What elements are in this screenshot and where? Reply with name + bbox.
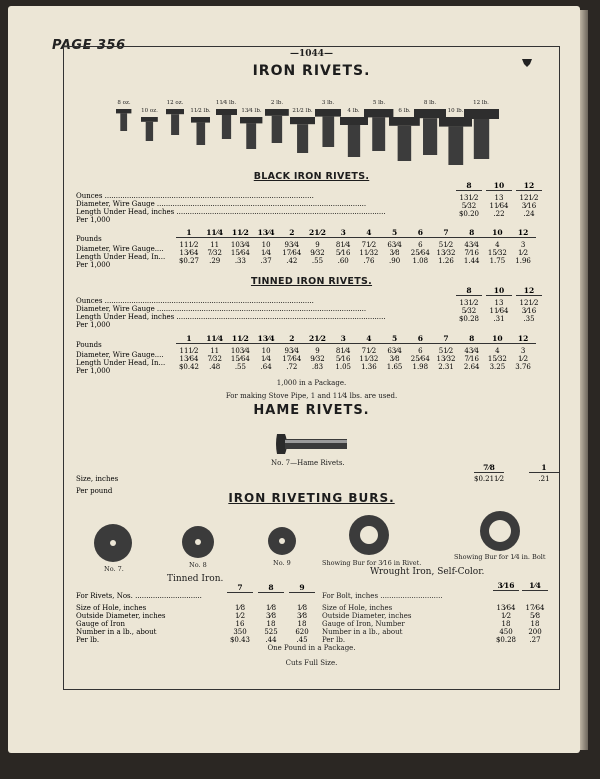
rivet-size-label: 12 lb. [473,100,489,106]
black-lb-size: 3 [330,229,356,238]
black-lb-diameter: 111⁄2 [179,241,199,249]
tinned-oz-length: 11⁄64 [489,307,509,315]
black-lb-price: 1.08 [412,257,429,265]
tinned-lb-length: 7⁄32 [207,355,222,363]
black-lb-length: 7⁄32 [207,249,222,257]
wrought-bur-gauge: 18 [501,620,511,628]
wrought-bur-bolt: 1⁄4 [522,582,548,591]
bur-caption-rivet: Showing Bur for 3⁄16 in Rivet. [322,559,422,567]
tinned-lb-length: 17⁄64 [282,355,302,363]
black-lb-length: 7⁄16 [464,249,479,257]
tinned-bur-gauge: 18 [266,620,276,628]
tinned-lb-size: 21⁄2 [305,335,331,344]
footer-note-package: One Pound in a Package. [267,644,356,652]
tinned-bur-outside: 3⁄8 [296,612,308,620]
black-lb-diameter: 10 [261,241,271,249]
tinned-lb-price: 1.36 [361,363,377,371]
black-lb-size: 10 [484,229,510,238]
tinned-lb-diameter: 9 [315,347,320,355]
content-frame [63,46,560,690]
black-lb-diameter: 71⁄2 [361,241,377,249]
hame-price: .21 [538,475,550,483]
black-lb-length: 25⁄64 [410,249,430,257]
tinned-oz-size: 12 [516,287,542,296]
tinned-bur-row-label: Per lb. [76,636,100,644]
tinned-bur-row-label: Number in a lb., about [76,628,157,636]
black-oz-size: 8 [456,182,482,191]
tinned-lb-size: 4 [356,335,382,344]
hame-rivet-image [275,430,349,458]
tinned-lb-size: 12 [510,335,536,344]
black-lb-price: .37 [260,257,272,265]
black-lb-length: 13⁄32 [436,249,456,257]
rivet-size-label: 10 oz. [141,108,158,114]
wrought-bur-row-label: For Bolt, inches ............................ [322,592,443,600]
black-lb-length: 1⁄4 [261,249,272,257]
black-lb-diameter: 93⁄4 [284,241,300,249]
tinned-lb-length: 3⁄8 [389,355,400,363]
tinned-lb-length: 13⁄64 [179,355,199,363]
black-lb-size: 6 [407,229,433,238]
tinned-lb-diameter: 81⁄4 [335,347,351,355]
tinned-oz-price: .31 [493,315,505,323]
tinned-rivets-title: TINNED IRON RIVETS. [250,276,373,287]
rivet-size-label: 11⁄2 lb. [190,108,211,114]
black-lb-length: 15⁄64 [230,249,250,257]
tinned-oz-diameter: 121⁄2 [519,299,539,307]
stovepipe-note: For making Stove Pipe, 1 and 11⁄4 lbs. are used. [225,392,398,400]
tinned-oz-size: 8 [456,287,482,296]
hame-size: 7⁄8 [474,464,504,473]
tinned-lb-size: 11⁄2 [227,335,253,344]
wrought-bur-outside: 5⁄8 [529,612,541,620]
hame-price: $0.211⁄2 [474,475,505,483]
tinned-lb-price: 3.25 [489,363,506,371]
tinned-lb-size: 1 [176,335,202,344]
black-lb-diameter: 11 [210,241,220,249]
tinned-lb-size: 11⁄4 [202,335,228,344]
bur-caption-no8: No. 8 [189,561,207,569]
black-lb-diameter: 103⁄4 [230,241,250,249]
wrought-bur-row-label: Size of Hole, inches [322,604,393,612]
tinned-lb-size: 10 [484,335,510,344]
black-lb-price: 1.26 [438,257,454,265]
black-oz-length: 5⁄32 [461,202,477,210]
wrought-bur-gauge: 18 [530,620,540,628]
black-oz-size: 12 [516,182,542,191]
tinned-oz-row-label: Ounces .............................................................................................. [76,297,314,305]
tinned-bur-row-label: Size of Hole, inches [76,604,147,612]
tinned-lb-diameter: 3 [520,347,526,355]
tinned-oz-price: .35 [523,315,535,323]
tinned-bur-gauge: 18 [297,620,307,628]
tinned-lb-price: 3.76 [515,363,531,371]
wrought-iron-title: Wrought Iron, Self-Color. [370,567,485,577]
black-lb-size: 7 [433,229,459,238]
tinned-bur-price: .45 [296,636,308,644]
black-lb-price: .42 [286,257,298,265]
bur-caption-bolt: Showing Bur for 1⁄4 in. Bolt [454,553,546,561]
footer-note-cuts: Cuts Full Size. [285,659,338,667]
black-lb-row-label: Per 1,000 [76,261,111,269]
wrought-bur-row-label: Gauge of Iron, Number [322,620,405,628]
tinned-lb-row-label: Diameter, Wire Gauge.... [76,351,164,359]
page-header: PAGE 356 [52,38,126,53]
rivet-illustration [191,117,211,145]
wrought-bur-bolt: 3⁄16 [493,582,519,591]
wrought-bur-row-label: Number in a lb., about [322,628,403,636]
black-oz-size: 10 [486,182,512,191]
rivet-illustration [216,109,237,139]
black-lb-row-label: Diameter, Wire Gauge.... [76,245,164,253]
black-lb-size: 13⁄4 [253,229,279,238]
black-oz-diameter: 13 [494,194,504,202]
tinned-lb-diameter: 43⁄4 [464,347,479,355]
tinned-lb-diameter: 11 [210,347,220,355]
hame-rivets-title: HAME RIVETS. [253,403,370,418]
tinned-oz-price: $0.28 [458,315,480,323]
black-lb-price: 1.75 [489,257,506,265]
black-lb-diameter: 43⁄4 [464,241,479,249]
tinned-bur-row-label: For Rivets, Nos. .............................. [76,592,202,600]
rivet-size-label: 3 lb. [321,100,335,106]
rivet-illustration [240,117,262,149]
rivet-size-label: 6 lb. [398,108,411,114]
wrought-bur-hole: 17⁄64 [525,604,545,612]
tinned-oz-row-label: Diameter, Wire Gauge .............................................................................................. [76,305,367,313]
bur-no9-image [266,525,298,557]
tinned-lb-row-label: Length Under Head, In... [76,359,166,367]
tinned-lb-length: 7⁄16 [464,355,479,363]
black-rivets-title: BLACK IRON RIVETS. [253,171,370,182]
wrought-bur-row-label: Outside Diameter, inches [322,612,412,620]
tinned-lb-price: .83 [311,363,324,371]
black-lb-diameter: 51⁄2 [438,241,454,249]
tinned-oz-diameter: 13 [494,299,504,307]
package-note: 1,000 in a Package. [276,379,347,387]
tinned-lb-price: .48 [209,363,221,371]
tinned-lb-diameter: 4 [495,347,500,355]
tinned-bur-number: 620 [295,628,309,636]
black-lb-diameter: 3 [520,241,526,249]
bur-no8-image [180,524,216,560]
black-lb-diameter: 63⁄4 [387,241,402,249]
tinned-lb-row-label: Per 1,000 [76,367,111,375]
black-lb-size: 11⁄2 [227,229,253,238]
hame-size: 1 [529,464,559,473]
rivet-illustration [141,117,158,141]
black-lb-price: .29 [209,257,221,265]
rivet-illustration [464,109,499,159]
black-lb-length: 5⁄16 [335,249,351,257]
bur-rivet-image [347,513,391,557]
tinned-lb-price: 1.98 [412,363,429,371]
black-lb-length: 15⁄32 [487,249,507,257]
tinned-lb-length: 1⁄4 [261,355,272,363]
rivet-size-label: 8 lb. [423,100,437,106]
wrought-bur-price: .27 [529,636,541,644]
tinned-bur-price: .44 [265,636,277,644]
rivet-size-label: 10 lb. [447,108,464,114]
hame-caption: No. 7—Hame Rivets. [271,459,345,467]
tinned-lb-price: .64 [260,363,272,371]
tinned-bur-hole: 1⁄8 [265,604,277,612]
tinned-oz-diameter: 131⁄2 [459,299,479,307]
tinned-lb-length: 15⁄64 [230,355,250,363]
rivet-illustration [315,109,342,147]
tinned-lb-size: 2 [279,335,305,344]
tinned-lb-size: 6 [407,335,433,344]
black-lb-size: 8 [459,229,485,238]
black-lb-size: 12 [510,229,536,238]
tinned-lb-length: 1⁄2 [518,355,529,363]
black-lb-price: $0.27 [178,257,200,265]
black-lb-row-label: Length Under Head, In... [76,253,166,261]
black-lb-length: 9⁄32 [310,249,325,257]
tinned-oz-row-label: Per 1,000 [76,321,111,329]
tinned-bur-number: 350 [233,628,247,636]
black-lb-price: .55 [311,257,324,265]
black-oz-length: 3⁄16 [521,202,537,210]
black-lb-size: 1 [176,229,202,238]
tinned-lb-price: 2.64 [463,363,480,371]
black-lb-size: 11⁄4 [202,229,228,238]
black-lb-size: 2 [279,229,305,238]
tinned-lb-diameter: 6 [418,347,423,355]
wrought-bur-row-label: Per lb. [322,636,346,644]
tinned-bur-outside: 3⁄8 [265,612,277,620]
wrought-bur-hole: 13⁄64 [496,604,516,612]
tinned-bur-no: 7 [227,584,253,593]
rivet-illustration [116,109,131,131]
tinned-lb-diameter: 111⁄2 [179,347,199,355]
black-lb-size: 4 [356,229,382,238]
black-lb-diameter: 81⁄4 [335,241,351,249]
tinned-lb-size: 3 [330,335,356,344]
tinned-lb-size: 5 [382,335,408,344]
tinned-bur-number: 525 [264,628,278,636]
tinned-bur-no: 9 [289,584,315,593]
black-oz-price: .24 [523,210,535,218]
burs-title: IRON RIVETING BURS. [228,491,395,505]
black-lb-length: 3⁄8 [389,249,400,257]
tinned-bur-hole: 1⁄8 [296,604,308,612]
rivet-size-label: 13⁄4 lb. [241,108,262,114]
black-oz-row-label: Length Under Head, inches .............................................................................................. [76,208,386,216]
black-lb-diameter: 4 [495,241,500,249]
rivet-illustration [290,117,315,153]
rivet-size-label: 5 lb. [372,100,386,106]
black-lb-size: 5 [382,229,408,238]
tinned-lb-length: 25⁄64 [410,355,430,363]
bur-bolt-image [478,509,522,553]
wrought-bur-number: 450 [499,628,513,636]
tinned-bur-row-label: Gauge of Iron [76,620,125,628]
tinned-lb-length: 13⁄32 [436,355,456,363]
tinned-lb-diameter: 63⁄4 [387,347,402,355]
tinned-bur-no: 8 [258,584,284,593]
black-oz-diameter: 131⁄2 [459,194,479,202]
tinned-oz-size: 10 [486,287,512,296]
hame-per-pound-label: Per pound [76,487,113,495]
tinned-lb-price: 2.31 [438,363,454,371]
rivet-illustration [166,109,184,135]
black-lb-length: 1⁄2 [518,249,529,257]
black-lb-price: .33 [234,257,246,265]
black-oz-length: 11⁄64 [489,202,509,210]
tinned-bur-outside: 1⁄2 [234,612,246,620]
hame-size-label: Size, inches [76,475,119,483]
tinned-lb-size: 8 [459,335,485,344]
black-lb-price: .76 [363,257,375,265]
rivet-size-label: 8 oz. [117,100,131,106]
tinned-lb-price: 1.05 [335,363,351,371]
page-edge [580,10,588,750]
black-lb-price: .90 [389,257,401,265]
tinned-bur-gauge: 16 [235,620,245,628]
tinned-lb-length: 9⁄32 [310,355,325,363]
tinned-iron-title: Tinned Iron. [167,574,224,584]
black-oz-price: $0.20 [458,210,480,218]
black-lb-length: 13⁄64 [179,249,199,257]
tinned-lb-price: $0.42 [178,363,200,371]
black-oz-row-label: Diameter, Wire Gauge .............................................................................................. [76,200,367,208]
black-lb-price: 1.44 [463,257,480,265]
tinned-bur-row-label: Outside Diameter, inches [76,612,166,620]
rivet-size-label: 12 oz. [166,100,184,106]
black-lb-price: 1.96 [515,257,531,265]
tinned-oz-row-label: Length Under Head, inches .............................................................................................. [76,313,386,321]
black-lb-size: 21⁄2 [305,229,331,238]
tinned-lb-length: 5⁄16 [335,355,351,363]
wrought-bur-number: 200 [528,628,542,636]
tinned-lb-size: 13⁄4 [253,335,279,344]
bur-no7-image [92,522,134,564]
wrought-bur-price: $0.28 [495,636,517,644]
black-oz-diameter: 121⁄2 [519,194,539,202]
rivet-size-label: 21⁄2 lb. [292,108,313,114]
tinned-lb-length: 15⁄32 [487,355,507,363]
tinned-lb-price: .72 [286,363,298,371]
rivet-size-label: 4 lb. [347,108,360,114]
tinned-oz-length: 5⁄32 [461,307,477,315]
tinned-lb-price: 1.65 [386,363,403,371]
main-title: IRON RIVETS. [252,63,371,79]
tinned-lb-size: 7 [433,335,459,344]
black-lb-diameter: 6 [418,241,423,249]
tinned-bur-price: $0.43 [229,636,251,644]
rivet-illustration [265,109,289,143]
black-oz-row-label: Per 1,000 [76,216,111,224]
tinned-lb-diameter: 103⁄4 [230,347,250,355]
catalog-number: —1044— [289,49,334,59]
rivet-illustration [340,117,368,157]
black-lb-length: 11⁄32 [359,249,379,257]
bur-caption-no9: No. 9 [273,559,291,567]
tinned-bur-hole: 1⁄8 [234,604,246,612]
rivet-size-label: 11⁄4 lb. [215,100,237,106]
tinned-lb-diameter: 93⁄4 [284,347,300,355]
rivet-size-label: 2 lb. [270,100,284,106]
tinned-lb-length: 11⁄32 [359,355,379,363]
black-lb-row-label: Pounds [76,235,102,243]
tinned-lb-diameter: 51⁄2 [438,347,454,355]
tinned-lb-diameter: 71⁄2 [361,347,377,355]
tinned-lb-row-label: Pounds [76,341,102,349]
black-lb-length: 17⁄64 [282,249,302,257]
black-oz-row-label: Ounces .............................................................................................. [76,192,314,200]
tinned-lb-price: .55 [234,363,246,371]
wrought-bur-outside: 1⁄2 [500,612,512,620]
black-lb-diameter: 9 [315,241,320,249]
bur-caption-no7: No. 7. [104,565,124,573]
tinned-lb-diameter: 10 [261,347,271,355]
black-oz-price: .22 [493,210,505,218]
black-lb-price: .60 [337,257,349,265]
tinned-oz-length: 3⁄16 [521,307,537,315]
